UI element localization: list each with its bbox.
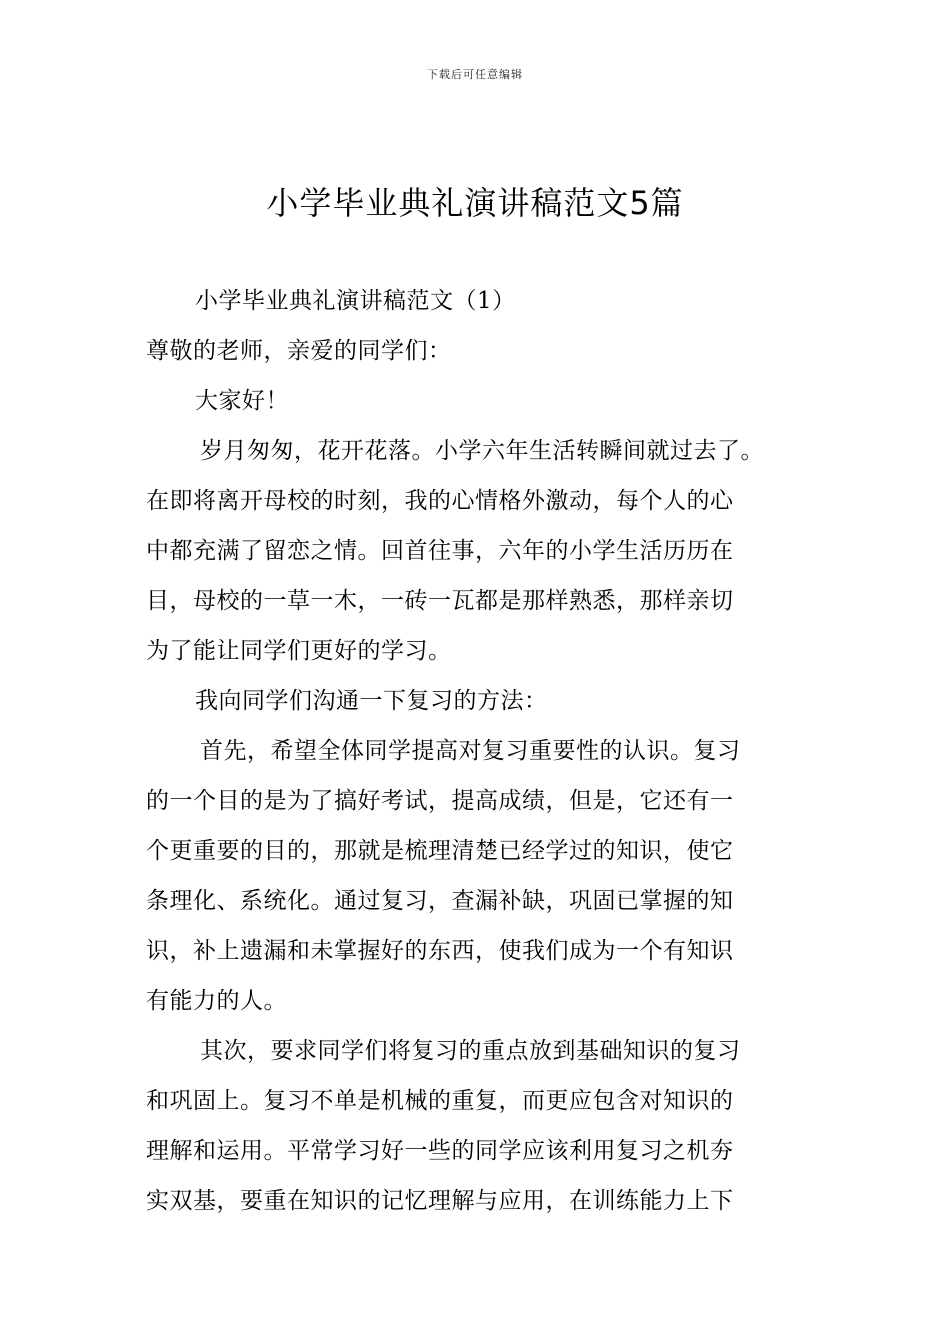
header-note: 下载后可任意编辑: [427, 68, 523, 81]
paragraph-line: 理解和运用。平常学习好一些的同学应该利用复习之机夯: [146, 1138, 734, 1164]
paragraph-line: 为了能让同学们更好的学习。: [146, 638, 452, 664]
paragraph-line: 其次，要求同学们将复习的重点放到基础知识的复习: [200, 1038, 741, 1064]
paragraph-line: 有能力的人。: [146, 988, 287, 1014]
paragraph-line: 个更重要的目的，那就是梳理清楚已经学过的知识，使它: [146, 838, 734, 864]
paragraph-line: 识，补上遗漏和未掌握好的东西，使我们成为一个有知识: [146, 938, 734, 964]
greeting-line: 大家好！: [195, 388, 289, 414]
paragraph-line: 和巩固上。复习不单是机械的重复，而更应包含对知识的: [146, 1088, 734, 1114]
paragraph-line: 在即将离开母校的时刻，我的心情格外激动，每个人的心: [146, 488, 734, 514]
paragraph-line: 条理化、系统化。通过复习，查漏补缺，巩固已掌握的知: [146, 888, 734, 914]
paragraph-line: 岁月匆匆，花开花落。小学六年生活转瞬间就过去了。: [200, 438, 764, 464]
paragraph-line: 实双基，要重在知识的记忆理解与应用，在训练能力上下: [146, 1188, 734, 1214]
paragraph-line: 首先，希望全体同学提高对复习重要性的认识。复习: [200, 738, 741, 764]
salutation-line: 尊敬的老师，亲爱的同学们：: [146, 338, 452, 364]
paragraph-line: 我向同学们沟通一下复习的方法：: [195, 688, 548, 714]
document-title: 小学毕业典礼演讲稿范文5篇: [266, 184, 684, 222]
paragraph-line: 目，母校的一草一木，一砖一瓦都是那样熟悉，那样亲切: [146, 588, 734, 614]
subtitle-line: 小学毕业典礼演讲稿范文（1）: [195, 288, 516, 314]
paragraph-line: 中都充满了留恋之情。回首往事，六年的小学生活历历在: [146, 538, 734, 564]
paragraph-line: 的一个目的是为了搞好考试，提高成绩，但是，它还有一: [146, 788, 734, 814]
